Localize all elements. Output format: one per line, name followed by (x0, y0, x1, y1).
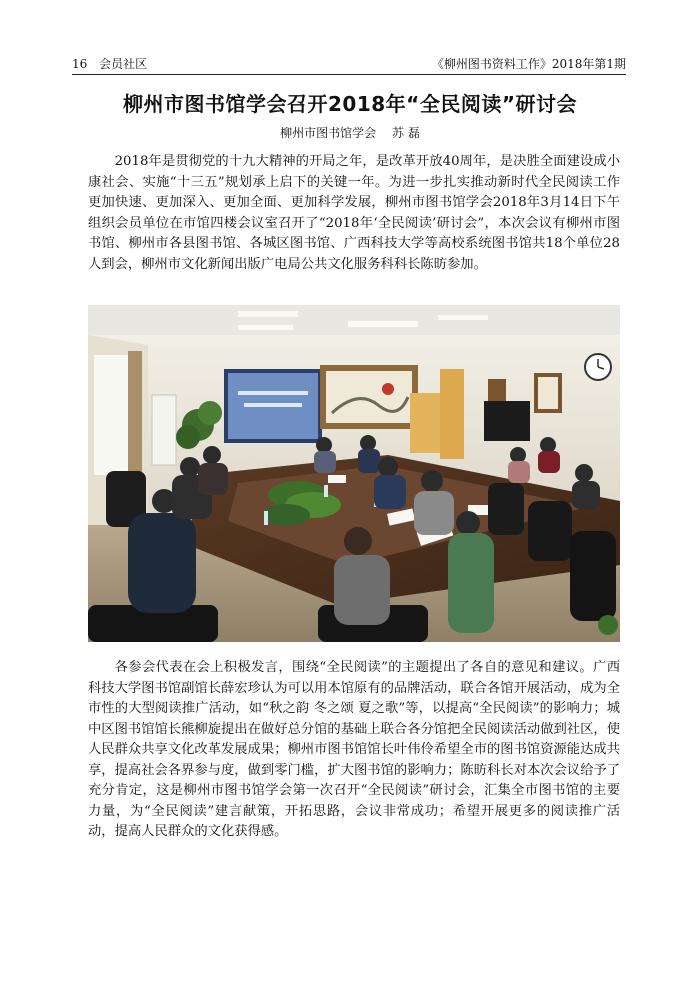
article-title: 柳州市图书馆学会召开2018年“全民阅读”研讨会 (123, 92, 577, 116)
header-rule (72, 74, 626, 75)
byline (0, 124, 700, 141)
page-number: 16 (72, 57, 88, 71)
paragraph-discussion: 各参会代表在会上积极发言，围绕“全民阅读”的主题提出了各自的意见和建议。广西科技大学图书馆副馆长薛宏珍认为可以用本馆原有的品牌活动，联合各馆开展活动，成为全市性的大型阅读推广活动，如“秋之韵 冬之颂 夏之歌”等，以提高“全民阅读”的影响力；城中区图书馆馆长熊柳旋提出在做好总分馆的基础上联合各分馆把全民阅读活动做到社区，使人民群众共享文化改革发展成果；柳州市图书馆馆长叶伟伶希望全市的图书馆资源能达成共享，提高社会各界参与度，做到零门槛，扩大图书馆的影响力；陈昉科长对本次会议给予了充分肯定，这是柳州市图书馆学会第一次召开“全民阅读”研讨会，汇集全市图书馆的主要力量，为“全民阅读”建言献策，开拓思路，会议非常成功；希望开展更多的阅读推广活动，提高人民群众的文化获得感。 (88, 660, 620, 839)
byline-organization: 柳州市图书馆学会 (280, 126, 377, 140)
header-left (72, 55, 155, 72)
running-header (72, 52, 626, 72)
journal-issue: 《柳州图书资料工作》2018年第1期 (431, 57, 626, 71)
meeting-photo-illustration (88, 305, 620, 642)
meeting-photo (88, 305, 620, 642)
section-name: 会员社区 (99, 57, 148, 71)
byline-author: 苏 磊 (392, 126, 420, 140)
paragraph-intro: 2018年是贯彻党的十九大精神的开局之年，是改革开放40周年，是决胜全面建设成小康社会、实施“十三五”规划承上启下的关键一年。为进一步扎实推动新时代全民阅读工作更加快速、更加深入、更加全面、更加科学发展，柳州市图书馆学会2018年3月14日下午组织会员单位在市馆四楼会议室召开了“2018年‘全民阅读’研讨会”，本次会议有柳州市图书馆、柳州市各县图书馆、各城区图书馆、广西科技大学等高校系统图书馆共18个单位28人到会，柳州市文化新闻出版广电局公共文化服务科科长陈昉参加。 (88, 154, 620, 272)
